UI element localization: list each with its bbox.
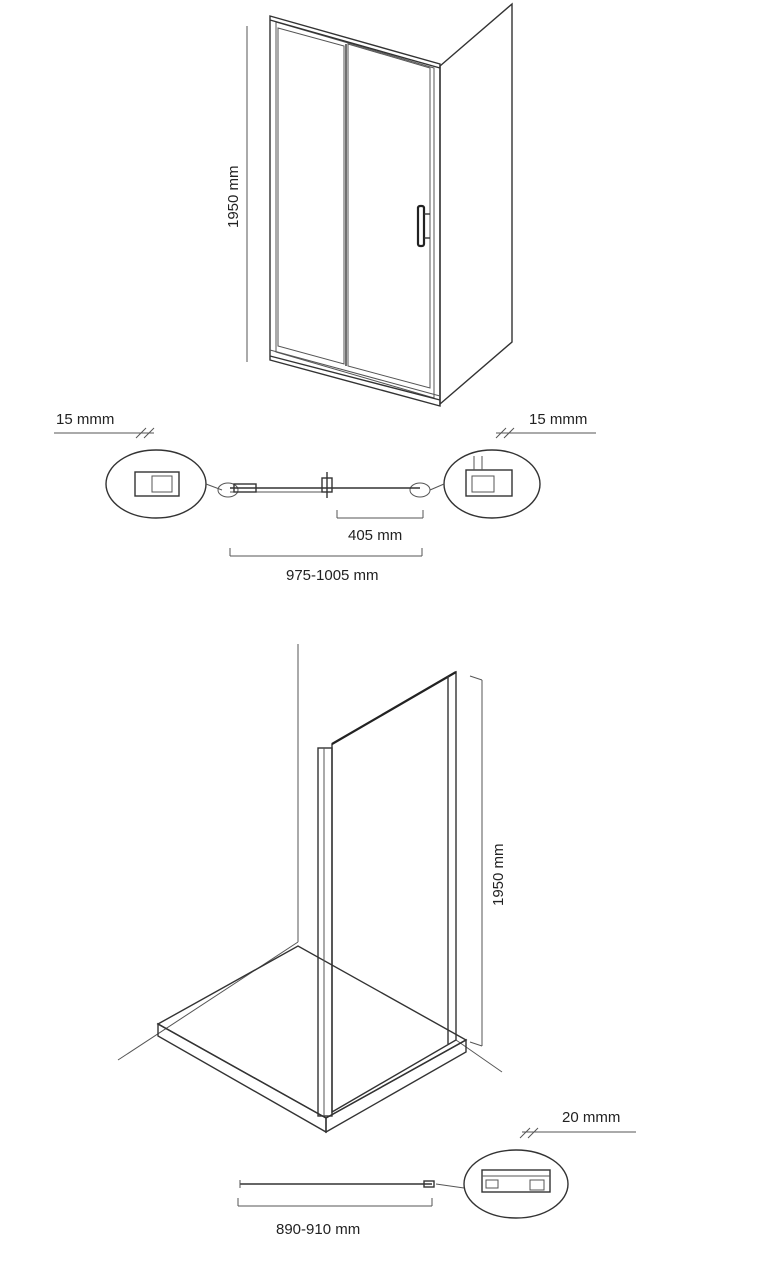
panel-wall-tolerance-label: 20 mmm <box>562 1109 621 1126</box>
side-panel-plan-view <box>238 1109 636 1238</box>
width-dimension-label: 975-1005 mm <box>286 567 379 584</box>
door-frame-outer <box>270 16 440 406</box>
glass-side-panel <box>332 672 456 1112</box>
right-wall-tolerance-label: 15 mmm <box>529 411 588 428</box>
fixed-glass-panel <box>278 28 344 364</box>
sliding-door-plan-view <box>54 411 596 584</box>
side-wall-panel <box>440 4 512 404</box>
wall-profile <box>318 748 332 1116</box>
door-frame-inner <box>276 22 434 398</box>
door-opening-label: 405 mm <box>348 527 403 544</box>
left-wall-tolerance-label: 15 mmm <box>56 411 115 428</box>
height-dimension-label: 1950 mm <box>225 165 242 228</box>
left-detail-callout <box>106 450 206 518</box>
right-detail-callout <box>444 450 540 518</box>
sliding-door-elevation <box>225 4 512 406</box>
panel-height-label: 1950 mm <box>490 843 507 906</box>
panel-width-label: 890-910 mm <box>276 1221 361 1238</box>
panel-detail-callout <box>464 1150 568 1218</box>
shower-tray <box>158 946 466 1118</box>
door-handle <box>418 206 424 246</box>
side-panel-perspective <box>118 644 507 1132</box>
